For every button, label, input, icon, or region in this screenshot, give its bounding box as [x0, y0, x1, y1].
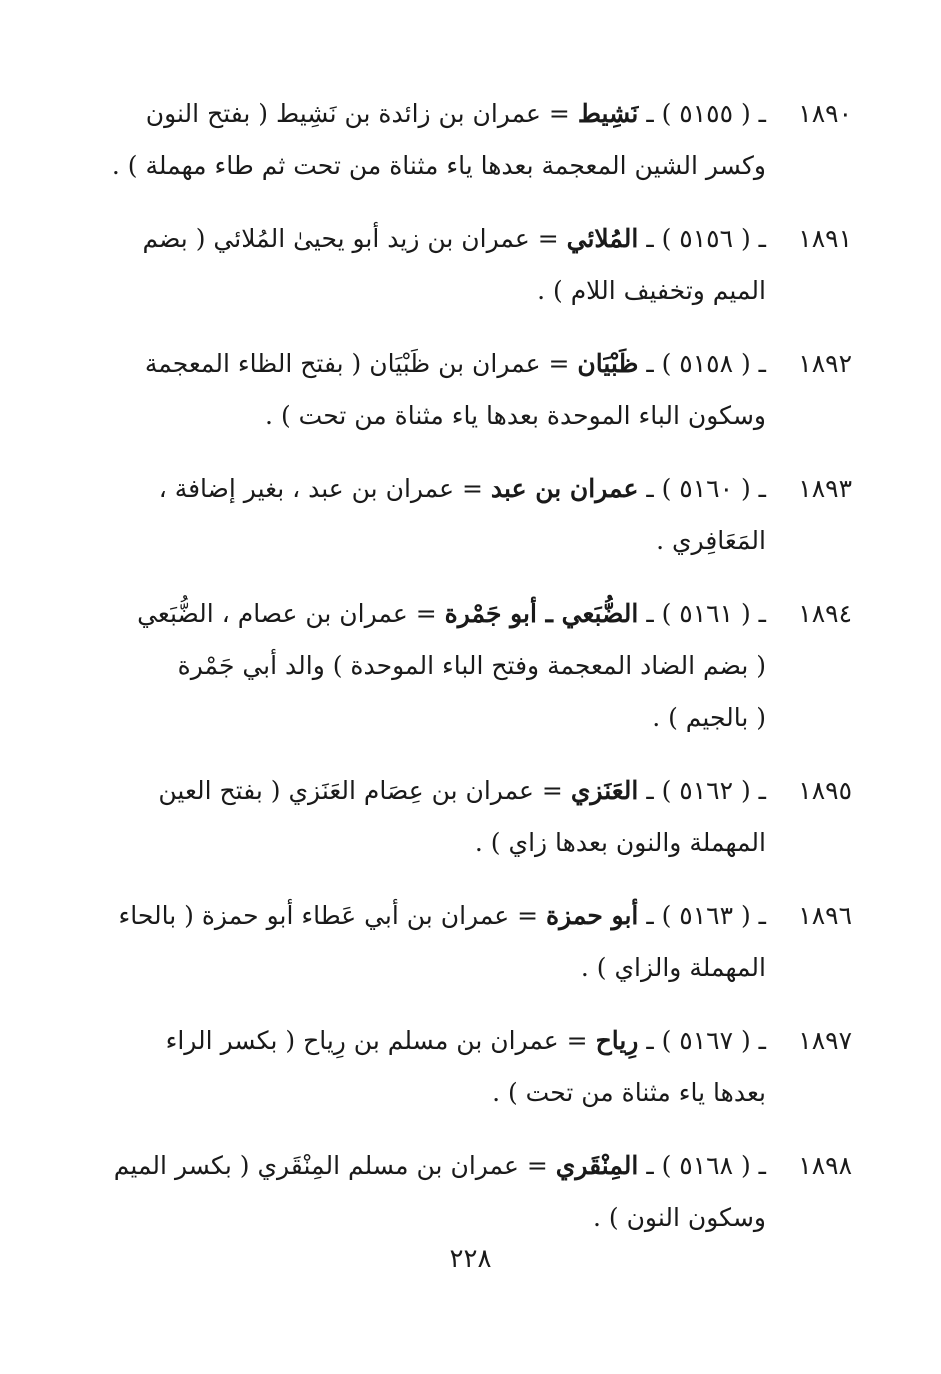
- entry-number: ١٨٩٠: [798, 99, 852, 128]
- entry-line-2: وسكون النون ) .: [592, 1203, 766, 1232]
- entry-number: ١٨٩٢: [798, 349, 852, 378]
- entry-text: [80, 765, 852, 869]
- entry-line-1: = عمران بن مسلم بن رِياح ( بكسر الراء: [165, 1026, 588, 1055]
- entry-line-1: = عمران بن زيد أبو يحيىٰ المُلائي ( بضم: [142, 224, 559, 253]
- entry-reference: ـ ( ٥١٦٨ ) ـ: [646, 1151, 766, 1180]
- entry-1896: [80, 890, 852, 994]
- entry-text: [80, 338, 852, 442]
- entry-reference: ـ ( ٥١٥٥ ) ـ: [646, 99, 766, 128]
- entry-heading: العَنَزي: [570, 776, 639, 805]
- entry-heading: المُلائي: [566, 224, 639, 253]
- entry-heading: رِياح: [595, 1026, 639, 1055]
- entry-line-2: المهملة والزاي ) .: [580, 953, 766, 982]
- entry-number: ١٨٩٤: [798, 599, 852, 628]
- entry-line-2: بعدها ياء مثناة من تحت ) .: [492, 1078, 766, 1107]
- entry-line-1: = عمران بن عصام ، الضُّبَعي: [137, 599, 437, 628]
- entry-heading: أبو حمزة: [546, 901, 639, 930]
- entry-line-1: = عمران بن عبد ، بغير إضافة ،: [158, 474, 483, 503]
- entry-number: ١٨٩٨: [798, 1151, 852, 1180]
- entry-reference: ـ ( ٥١٥٦ ) ـ: [646, 224, 766, 253]
- entry-line-2: ( بضم الضاد المعجمة وفتح الباء الموحدة ) والد أبي جَمْرة: [177, 651, 766, 680]
- entry-1890: [80, 88, 852, 192]
- entry-line-1: = عمران بن عِصَام العَنَزي ( بفتح العين: [158, 776, 563, 805]
- entry-number: ١٨٩٥: [798, 776, 852, 805]
- entry-reference: ـ ( ٥١٥٨ ) ـ: [646, 349, 766, 378]
- entry-heading: عمران بن عبد: [490, 474, 639, 503]
- entry-number: ١٨٩٦: [798, 901, 852, 930]
- entry-line-2: وكسر الشين المعجمة بعدها ياء مثناة من تحت ثم طاء مهملة ) .: [111, 151, 766, 180]
- entry-text: [80, 1140, 852, 1244]
- page-number: ٢٢٨: [449, 1244, 492, 1274]
- entry-1891: [80, 213, 852, 317]
- entry-line-3: ( بالجيم ) .: [652, 703, 766, 732]
- entry-number: ١٨٩٧: [798, 1026, 852, 1055]
- entry-reference: ـ ( ٥١٦٣ ) ـ: [646, 901, 766, 930]
- entry-line-1: = عمران بن أبي عَطاء أبو حمزة ( بالحاء: [118, 901, 539, 930]
- entry-heading: نَشِيط: [577, 99, 639, 128]
- entry-line-2: وسكون الباء الموحدة بعدها ياء مثناة من تحت ) .: [265, 401, 766, 430]
- entry-text: [80, 213, 852, 317]
- entry-1892: [80, 338, 852, 442]
- entry-reference: ـ ( ٥١٦٠ ) ـ: [646, 474, 766, 503]
- page-content: [80, 88, 852, 1265]
- entry-line-1: = عمران بن ظَبْيَان ( بفتح الظاء المعجمة: [144, 349, 570, 378]
- entry-line-2: المَعَافِري .: [656, 526, 766, 555]
- entry-1897: [80, 1015, 852, 1119]
- entry-reference: ـ ( ٥١٦٢ ) ـ: [646, 776, 766, 805]
- entry-heading: ظَبْيَان: [577, 349, 639, 378]
- entry-line-1: = عمران بن زائدة بن نَشِيط ( بفتح النون: [145, 99, 570, 128]
- entry-number: ١٨٩١: [798, 224, 852, 253]
- entry-1898: [80, 1140, 852, 1244]
- entry-1894: [80, 588, 852, 744]
- entry-line-2: المهملة والنون بعدها زاي ) .: [474, 828, 766, 857]
- entry-text: [80, 890, 852, 994]
- entry-number: ١٨٩٣: [798, 474, 852, 503]
- entry-text: [80, 88, 852, 192]
- entry-1895: [80, 765, 852, 869]
- entry-text: [80, 1015, 852, 1119]
- entry-reference: ـ ( ٥١٦١ ) ـ: [646, 599, 766, 628]
- entry-line-2: الميم وتخفيف اللام ) .: [537, 276, 766, 305]
- entry-text: [80, 588, 852, 744]
- entry-line-1: = عمران بن مسلم المِنْقَري ( بكسر الميم: [113, 1151, 548, 1180]
- entry-heading: الضُّبَعي ـ أبو جَمْرة: [444, 599, 639, 628]
- entry-1893: [80, 463, 852, 567]
- entry-text: [80, 463, 852, 567]
- entry-heading: المِنْقَري: [555, 1151, 639, 1180]
- entry-reference: ـ ( ٥١٦٧ ) ـ: [646, 1026, 766, 1055]
